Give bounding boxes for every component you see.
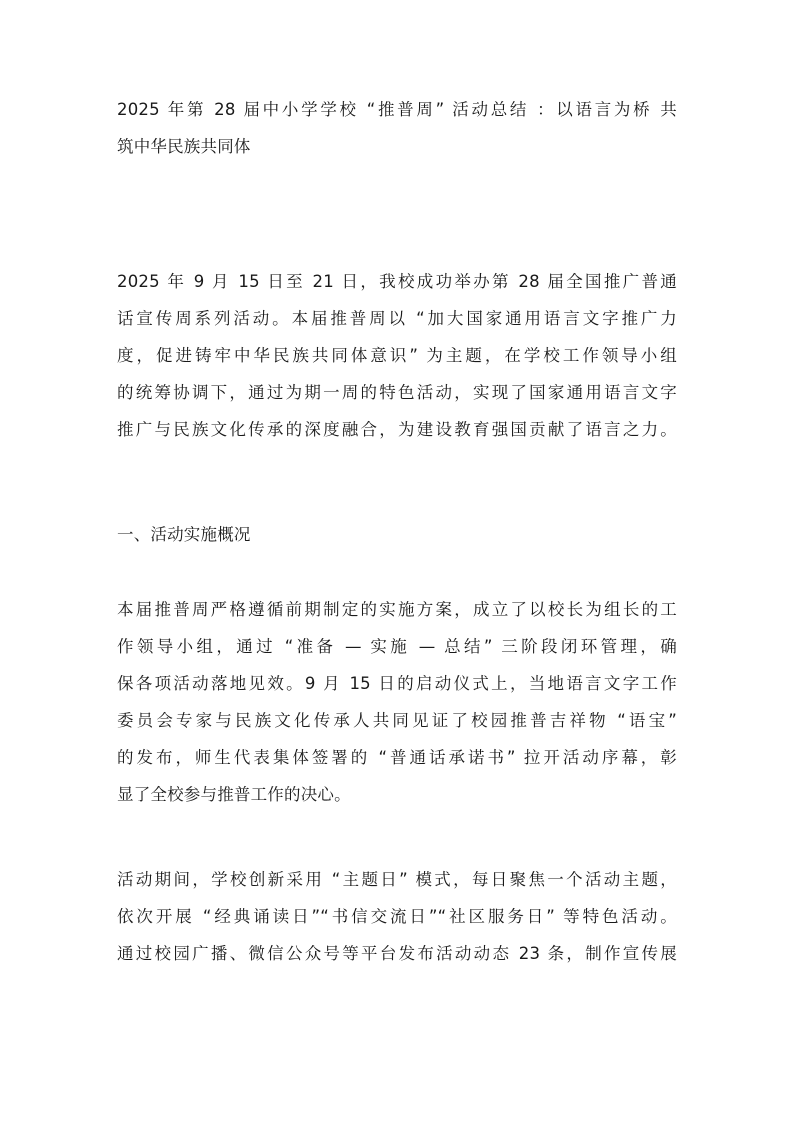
paragraph-3-line-2: 依次开展 “经典诵读日”“书信交流日”“社区服务日” 等特色活动。 bbox=[117, 907, 677, 926]
paragraph-1-line-3: 度，促进铸牢中华民族共同体意识” 为主题，在学校工作领导小组 bbox=[117, 346, 677, 365]
paragraph-1-line-5: 推广与民族文化传承的深度融合，为建设教育强国贡献了语言之力。 bbox=[117, 420, 677, 439]
section-heading-1: 一、活动实施概况 bbox=[117, 525, 251, 544]
paragraph-1-line-1: 2025 年 9 月 15 日至 21 日，我校成功举办第 28 届全国推广普通 bbox=[117, 272, 677, 291]
paragraph-1-line-2: 话宣传周系列活动。本届推普周以 “加大国家通用语言文字推广力 bbox=[117, 309, 677, 328]
paragraph-2-line-5: 的发布，师生代表集体签署的 “普通话承诺书” 拉开活动序幕，彰 bbox=[117, 748, 677, 767]
paragraph-2-line-1: 本届推普周严格遵循前期制定的实施方案，成立了以校长为组长的工 bbox=[117, 600, 677, 619]
paragraph-2-line-4: 委员会专家与民族文化传承人共同见证了校园推普吉祥物 “语宝” bbox=[117, 711, 677, 730]
paragraph-2-line-6: 显了全校参与推普工作的决心。 bbox=[117, 785, 351, 804]
paragraph-3-line-3: 通过校园广播、微信公众号等平台发布活动动态 23 条，制作宣传展 bbox=[117, 944, 677, 963]
paragraph-2-line-2: 作领导小组，通过 “准备 — 实施 — 总结” 三阶段闭环管理，确 bbox=[117, 637, 677, 656]
document-title-line-2: 筑中华民族共同体 bbox=[117, 137, 251, 156]
paragraph-3-line-1: 活动期间，学校创新采用 “主题日” 模式，每日聚焦一个活动主题， bbox=[117, 870, 677, 889]
paragraph-2-line-3: 保各项活动落地见效。9 月 15 日的启动仪式上，当地语言文字工作 bbox=[117, 674, 677, 693]
paragraph-1-line-4: 的统筹协调下，通过为期一周的特色活动，实现了国家通用语言文字 bbox=[117, 383, 677, 402]
document-title-line-1: 2025 年第 28 届中小学学校 “推普周” 活动总结 ：以语言为桥 共 bbox=[117, 100, 677, 119]
